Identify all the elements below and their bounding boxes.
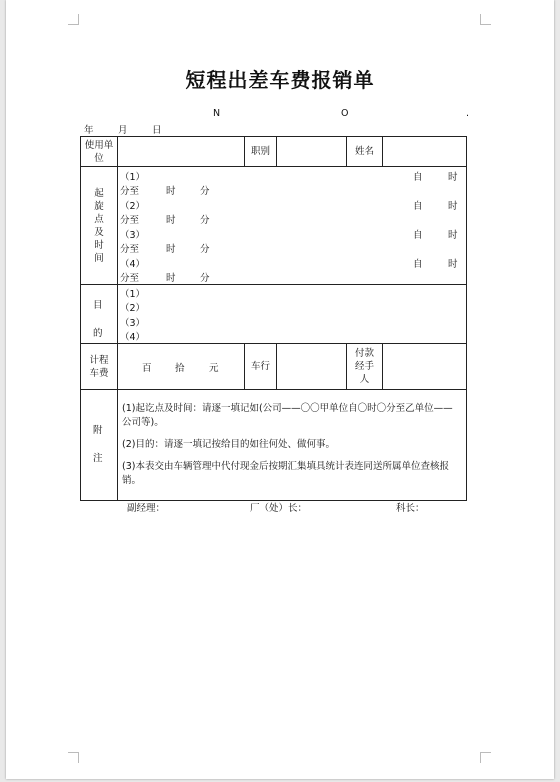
header-dot: . <box>466 108 470 119</box>
crop-mark-top-left <box>68 14 79 25</box>
route-minto-2: 分至 <box>120 215 140 226</box>
route-num-4: （4） <box>120 259 146 270</box>
crop-mark-top-right <box>480 14 491 25</box>
route-from-2: 自 <box>413 201 423 212</box>
route-from-1: 自 <box>413 172 423 183</box>
post-field[interactable] <box>277 137 347 167</box>
row-unit <box>81 137 467 167</box>
route-min2-3: 分 <box>200 244 210 255</box>
payee-field[interactable] <box>383 344 467 390</box>
notes-label <box>81 390 118 501</box>
company-label: 车行 <box>245 344 277 390</box>
unit-field[interactable] <box>118 137 245 167</box>
notes-content <box>118 390 467 501</box>
purpose-num-2: （2） <box>120 303 146 314</box>
fare-yuan: 元 <box>209 363 219 374</box>
crop-mark-bottom-right <box>480 752 491 763</box>
route-num-2: （2） <box>120 201 146 212</box>
name-field[interactable] <box>383 137 467 167</box>
serial-no-value: O <box>341 108 349 119</box>
purpose-label <box>81 285 118 344</box>
route-hour-1: 时 <box>448 172 458 183</box>
route-hour-3: 时 <box>448 230 458 241</box>
purpose-num-4: （4） <box>120 332 146 343</box>
route-hour2-4: 时 <box>166 273 176 284</box>
row-purpose <box>81 285 467 344</box>
date-month: 月 <box>118 125 128 136</box>
route-from-4: 自 <box>413 259 423 270</box>
fare-ten: 拾 <box>175 363 185 374</box>
route-min2-4: 分 <box>200 273 210 284</box>
purpose-field[interactable] <box>118 285 467 344</box>
route-hour2-3: 时 <box>166 244 176 255</box>
section-chief-signature: 科长： <box>396 503 425 514</box>
fare-amount-field[interactable] <box>118 344 245 390</box>
reimbursement-table <box>80 136 467 501</box>
route-min2-2: 分 <box>200 215 210 226</box>
route-hour-2: 时 <box>448 201 458 212</box>
row-route <box>81 167 467 285</box>
route-minto-4: 分至 <box>120 273 140 284</box>
purpose-num-1: （1） <box>120 289 146 300</box>
post-label: 职别 <box>245 137 277 167</box>
serial-no-label: N <box>213 108 221 119</box>
row-fare <box>81 344 467 390</box>
company-field[interactable] <box>277 344 347 390</box>
route-hour2-1: 时 <box>166 186 176 197</box>
route-hour-4: 时 <box>448 259 458 270</box>
note-item-1: (1)起讫点及时间：请逐一填记如(公司——〇〇甲单位自〇时〇分至乙单位——公司等)。 <box>122 403 453 428</box>
form-title: 短程出差车费报销单 <box>185 68 375 92</box>
purpose-num-3: （3） <box>120 318 146 329</box>
route-minto-1: 分至 <box>120 186 140 197</box>
crop-mark-bottom-left <box>68 752 79 763</box>
notes-label-bottom: 注 <box>93 453 103 464</box>
notes-label-top: 附 <box>93 425 103 436</box>
route-field[interactable] <box>118 167 467 285</box>
note-item-2: (2)目的：请逐一填记按给目的如往何处、做何事。 <box>122 439 335 450</box>
unit-label: 使用单位 <box>81 137 118 167</box>
note-item-3: (3)本表交由车辆管理中代付现金后按期汇集填具统计表连同送所属单位查核报销。 <box>122 461 449 486</box>
factory-head-signature: 厂（处）长： <box>250 503 308 514</box>
date-day: 日 <box>152 125 162 136</box>
route-label: 起旋点及时间 <box>81 167 118 285</box>
purpose-label-bottom: 的 <box>93 328 103 339</box>
fare-label: 计程车费 <box>81 344 118 390</box>
route-num-3: （3） <box>120 230 146 241</box>
route-num-1: （1） <box>120 172 146 183</box>
date-year: 年 <box>84 125 94 136</box>
route-from-3: 自 <box>413 230 423 241</box>
payee-label: 付款经手人 <box>347 344 383 390</box>
deputy-manager-signature: 副经理： <box>127 503 166 514</box>
fare-hundred: 百 <box>142 363 152 374</box>
route-hour2-2: 时 <box>166 215 176 226</box>
route-min2-1: 分 <box>200 186 210 197</box>
purpose-label-top: 目 <box>93 300 103 311</box>
route-minto-3: 分至 <box>120 244 140 255</box>
name-label: 姓名 <box>347 137 383 167</box>
row-notes <box>81 390 467 501</box>
